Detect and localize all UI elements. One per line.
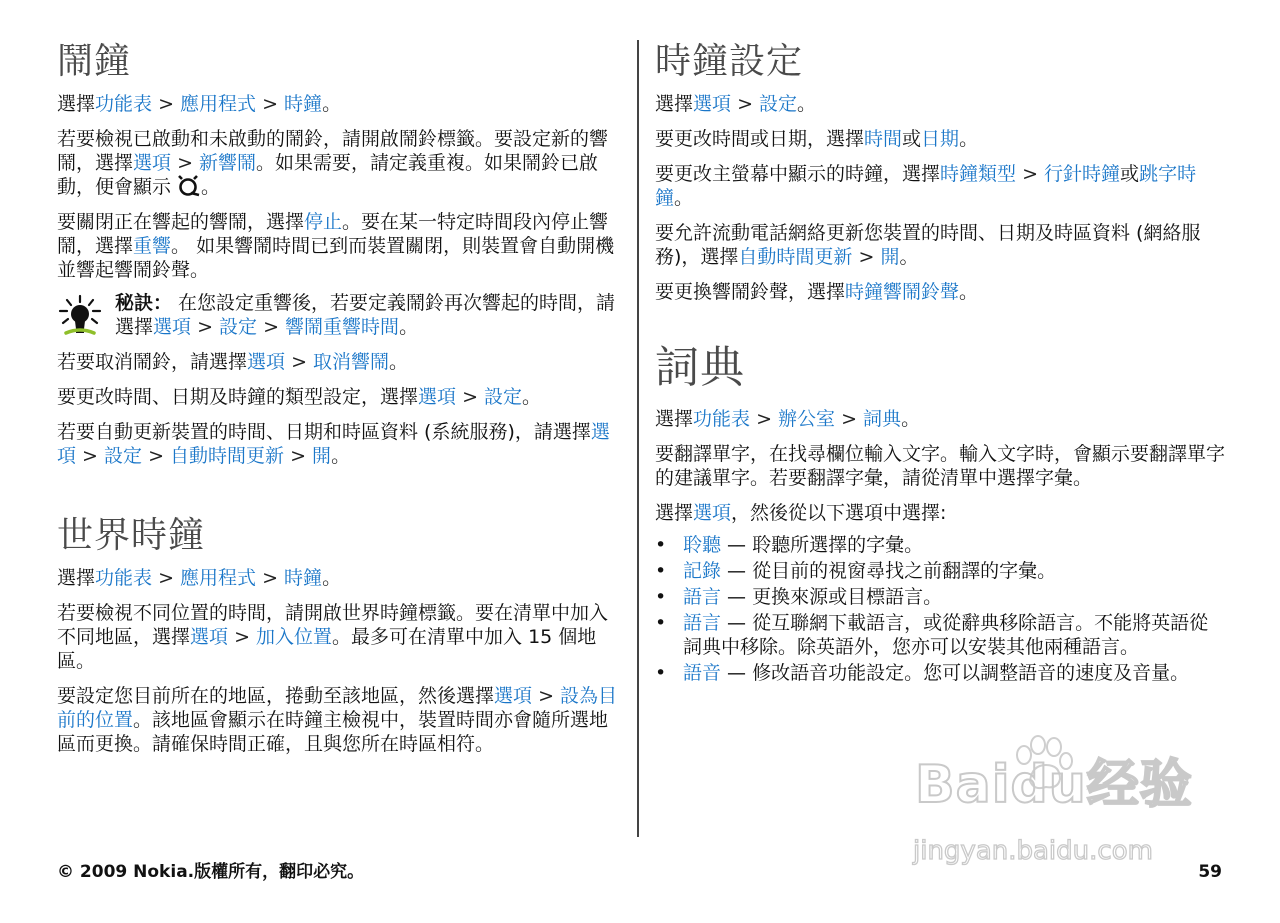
page-number: 59 — [1198, 862, 1222, 882]
stop-link[interactable]: 停止 — [304, 211, 343, 233]
languages-option-link[interactable]: 語言 — [683, 586, 722, 608]
alarm-paragraph-3: 若要取消鬧鈴，請選擇選項 > 取消響鬧。 — [57, 351, 409, 373]
watermark-brand: Baidu经验 — [915, 755, 1193, 815]
alarm-paragraph-1: 若要檢視已啟動和未啟動的鬧鈴，請開啟鬧鈴標籤。要設定新的響鬧，選擇選項 > 新響鬧。如果需要，請定義重複。如果鬧鈴已啟動，便會顯示 。 — [57, 128, 609, 198]
settings-link[interactable]: 設定 — [104, 445, 143, 467]
alarm-paragraph-2: 要關閉正在響起的響鬧，選擇停止。要在某一特定時間段內停止響鬧，選擇重響。 如果響鬧時間已到而裝置關閉，則裝置會自動開機並響起響鬧鈴聲。 — [57, 211, 615, 281]
right-column — [655, 38, 1227, 687]
settings-link[interactable]: 設定 — [219, 316, 258, 338]
bullet-icon: • — [655, 586, 667, 608]
world-clock-heading: 世界時鐘 — [57, 515, 206, 556]
settings-link[interactable]: 設定 — [484, 386, 523, 408]
list-item: • 語音 — 修改語音功能設定。您可以調整語音的速度及音量。 — [655, 662, 1190, 684]
languages-download-option-link[interactable]: 語言 — [683, 612, 722, 634]
snooze-time-link[interactable]: 響鬧重響時間 — [285, 316, 400, 338]
world-clock-paragraph-2: 要設定您目前所在的地區，捲動至該地區，然後選擇選項 > 設為目前的位置。該地區會顯示在時鐘主檢視中，裝置時間亦會隨所選地區而更換。請確保時間正確，且與您所在時區相符。 — [57, 685, 618, 755]
clock-type-link[interactable]: 時鐘類型 — [940, 163, 1017, 185]
list-item: • 記錄 — 從目前的視窗尋找之前翻譯的字彙。 — [655, 560, 1057, 582]
alarm-active-icon — [177, 175, 201, 197]
clock-settings-paragraph-1: 要更改時間或日期，選擇時間或日期。 — [655, 128, 979, 150]
watermark-url: jingyan.baidu.com — [913, 836, 1153, 866]
on-link[interactable]: 開 — [312, 445, 332, 467]
world-clock-paragraph-1: 若要檢視不同位置的時間，請開啟世界時鐘標籤。要在清單中加入不同地區，選擇選項 > 加入位置。最多可在清單中加入 15 個地區。 — [57, 602, 609, 672]
on-link[interactable]: 開 — [880, 246, 900, 268]
dictionary-paragraph-1: 要翻譯單字，在找尋欄位輸入文字。輸入文字時，會顯示要翻譯單字的建議單字。若要翻譯字彙，請從清單中選擇字彙。 — [655, 443, 1226, 489]
options-link[interactable]: 選項 — [190, 626, 229, 648]
clock-link[interactable]: 時鐘 — [284, 567, 323, 589]
menu-link[interactable]: 功能表 — [693, 408, 751, 430]
snooze-link[interactable]: 重響 — [133, 235, 172, 257]
clock-alarm-tone-link[interactable]: 時鐘響鬧鈴聲 — [845, 281, 960, 303]
auto-time-update-link[interactable]: 自動時間更新 — [738, 246, 853, 268]
options-link[interactable]: 選項 — [494, 685, 533, 707]
dictionary-menu-path: 選擇功能表 > 辦公室 > 詞典。 — [655, 408, 921, 430]
menu-link[interactable]: 功能表 — [95, 567, 153, 589]
alarm-paragraph-4: 要更改時間、日期及時鐘的類型設定，選擇選項 > 設定。 — [57, 386, 542, 408]
time-link[interactable]: 時間 — [864, 128, 903, 150]
alarm-heading: 鬧鐘 — [57, 41, 132, 82]
dictionary-paragraph-2: 選擇選項，然後從以下選項中選擇: — [655, 502, 947, 524]
options-link[interactable]: 選項 — [133, 152, 172, 174]
column-divider — [637, 40, 639, 837]
baidu-jingyan-watermark — [880, 735, 1220, 885]
applications-link[interactable]: 應用程式 — [180, 567, 257, 589]
options-link[interactable]: 選項 — [418, 386, 457, 408]
applications-link[interactable]: 應用程式 — [180, 93, 257, 115]
clock-settings-paragraph-2: 要更改主螢幕中顯示的時鐘，選擇時鐘類型 > 行針時鐘或跳字時鐘。 — [655, 163, 1197, 209]
clock-settings-paragraph-3: 要允許流動電話網絡更新您裝置的時間、日期及時區資料 (網絡服務)，選擇自動時間更新 > 開。 — [655, 222, 1201, 268]
bullet-icon: • — [655, 612, 667, 634]
alarm-menu-path: 選擇功能表 > 應用程式 > 時鐘。 — [57, 93, 342, 115]
tip-text: 秘訣： 在您設定重響後，若要定義鬧鈴再次響起的時間，請選擇選項 > 設定 > 響鬧重響時間。 — [115, 292, 616, 338]
bullet-icon: • — [655, 534, 667, 556]
dictionary-options-list — [655, 533, 1227, 685]
dictionary-heading: 詞典 — [655, 342, 745, 393]
date-link[interactable]: 日期 — [921, 128, 960, 150]
clock-settings-paragraph-4: 要更換響鬧鈴聲，選擇時鐘響鬧鈴聲。 — [655, 281, 979, 303]
footer-copyright: © 2009 Nokia.版權所有，翻印必究。 — [57, 862, 365, 882]
bullet-icon: • — [655, 662, 667, 684]
settings-link[interactable]: 設定 — [759, 93, 798, 115]
cancel-alarm-link[interactable]: 取消響鬧 — [313, 351, 390, 373]
clock-settings-heading: 時鐘設定 — [655, 41, 804, 82]
left-column — [57, 38, 622, 756]
office-link[interactable]: 辦公室 — [778, 408, 836, 430]
options-link[interactable]: 選項 — [693, 502, 732, 524]
analog-clock-link[interactable]: 行針時鐘 — [1044, 163, 1121, 185]
options-link[interactable]: 選項 — [57, 421, 610, 467]
add-location-link[interactable]: 加入位置 — [256, 626, 333, 648]
alarm-paragraph-5: 若要自動更新裝置的時間、日期和時區資料 (系統服務)，請選擇選項 > 設定 > 自動時間更新 > 開。 — [57, 421, 610, 467]
new-alarm-link[interactable]: 新響鬧 — [199, 152, 257, 174]
set-as-current-location-link[interactable]: 設為目前的位置 — [57, 685, 618, 731]
options-link[interactable]: 選項 — [153, 316, 192, 338]
options-link[interactable]: 選項 — [693, 93, 732, 115]
clock-settings-menu-path: 選擇選項 > 設定。 — [655, 93, 817, 115]
digital-clock-link[interactable]: 跳字時鐘 — [655, 163, 1197, 209]
auto-time-update-link[interactable]: 自動時間更新 — [170, 445, 285, 467]
history-option-link[interactable]: 記錄 — [683, 560, 722, 582]
dictionary-link[interactable]: 詞典 — [863, 408, 902, 430]
menu-link[interactable]: 功能表 — [95, 93, 153, 115]
bullet-icon: • — [655, 560, 667, 582]
listen-option-link[interactable]: 聆聽 — [683, 534, 722, 556]
list-item: • 聆聽 — 聆聽所選擇的字彙。 — [655, 534, 924, 556]
tip-box — [57, 291, 622, 339]
list-item: • 語言 — 從互聯網下載語言，或從辭典移除語言。不能將英語從詞典中移除。除英語外，您亦可以安裝其他兩種語言。 — [655, 612, 1209, 658]
clock-link[interactable]: 時鐘 — [284, 93, 323, 115]
lightbulb-tip-icon — [57, 294, 103, 336]
speech-option-link[interactable]: 語音 — [683, 662, 722, 684]
paw-icon — [1008, 735, 1078, 791]
options-link[interactable]: 選項 — [247, 351, 286, 373]
world-clock-menu-path: 選擇功能表 > 應用程式 > 時鐘。 — [57, 567, 342, 589]
list-item: • 語言 — 更換來源或目標語言。 — [655, 586, 943, 608]
